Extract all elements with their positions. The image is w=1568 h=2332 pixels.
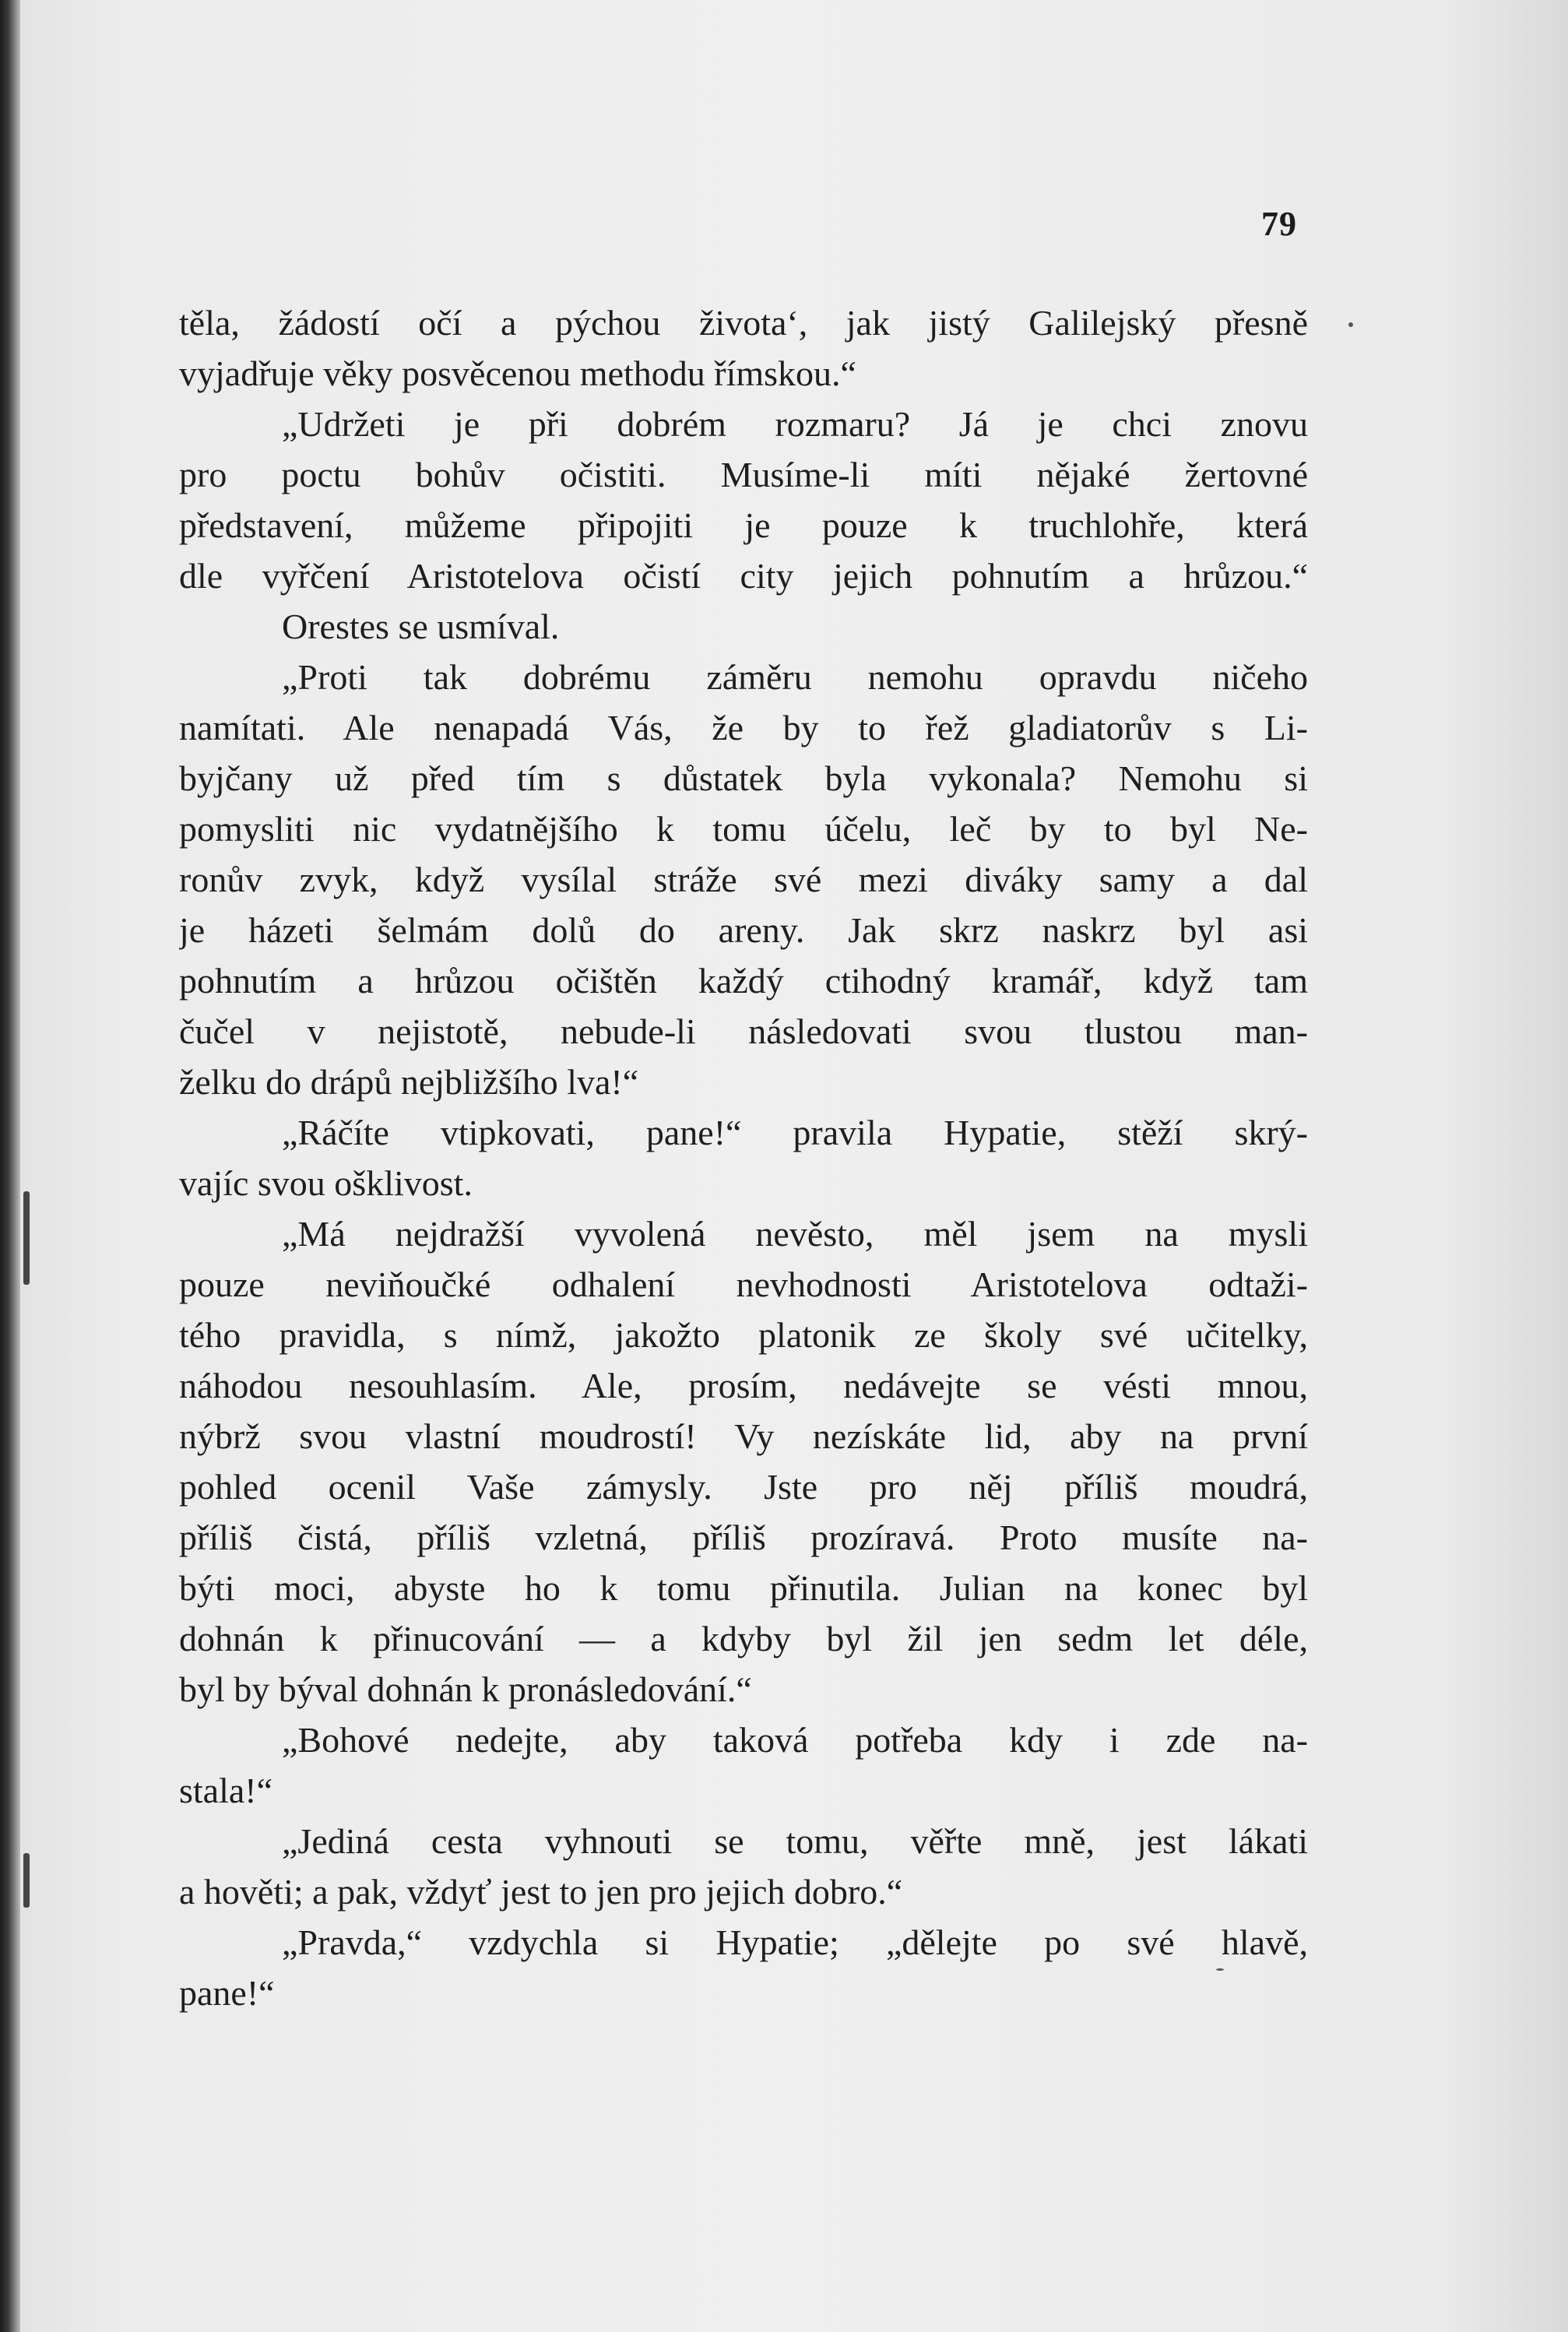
text-line: ronův zvyk, když vysílal stráže své mezi diváky samy a dal — [179, 860, 1308, 899]
text-line: pane!“ — [179, 1973, 275, 2013]
text-line: „Proti tak dobrému záměru nemohu opravdu ničeho — [282, 657, 1308, 697]
text-line: představení, můžeme připojiti je pouze k truchlohře, která — [179, 505, 1308, 545]
text-line: Orestes se usmíval. — [282, 607, 560, 646]
text-line: vajíc svou ošklivost. — [179, 1163, 473, 1203]
text-line: dle vyřčení Aristotelova očistí city jejich pohnutím a hrůzou.“ — [179, 556, 1308, 596]
text-line: stala!“ — [179, 1771, 273, 1810]
text-line: vyjadřuje věky posvěcenou methodu římskou.“ — [179, 353, 856, 393]
text-line: „Bohové nedejte, aby taková potřeba kdy i zde na- — [282, 1720, 1308, 1760]
text-line: namítati. Ale nenapadá Vás, že by to řež gladiatorův s Li- — [179, 708, 1308, 747]
text-line: a hověti; a pak, vždyť jest to jen pro jejich dobro.“ — [179, 1872, 903, 1912]
text-line: dohnán k přinucování — a kdyby byl žil jen sedm let déle, — [179, 1619, 1308, 1658]
text-line: „Jediná cesta vyhnouti se tomu, věřte mně, jest lákati — [282, 1821, 1308, 1861]
text-line: pouze neviňoučké odhalení nevhodnosti Aristotelova odtaži- — [179, 1264, 1308, 1304]
text-line: náhodou nesouhlasím. Ale, prosím, nedávejte se vésti mnou, — [179, 1366, 1308, 1405]
text-line: byl by býval dohnán k pronásledování.“ — [179, 1669, 752, 1709]
body-text — [179, 297, 1308, 2018]
text-line: čučel v nejistotě, nebude-li následovati svou tlustou man- — [179, 1011, 1308, 1051]
text-line: „Pravda,“ vzdychla si Hypatie; „dělejte po své hlavě, — [282, 1922, 1308, 1962]
binding-edge — [0, 0, 20, 2332]
text-line: želku do drápů nejbližšího lva!“ — [179, 1062, 639, 1102]
text-line: býti moci, abyste ho k tomu přinutila. Julian na konec byl — [179, 1568, 1308, 1608]
text-line: je házeti šelmám dolů do areny. Jak skrz naskrz byl asi — [179, 910, 1308, 950]
text-line: těla, žádostí očí a pýchou života‘, jak jistý Galilejský přesně — [179, 303, 1308, 343]
binding-mark — [23, 1884, 30, 1908]
text-line: byjčany už před tím s důstatek byla vykonala? Nemohu si — [179, 758, 1308, 798]
text-line: příliš čistá, příliš vzletná, příliš prozíravá. Proto musíte na- — [179, 1518, 1308, 1557]
text-line: tého pravidla, s nímž, jakožto platonik ze školy své učitelky, — [179, 1315, 1308, 1355]
text-line: pomysliti nic vydatnějšího k tomu účelu, leč by to byl Ne- — [179, 809, 1308, 849]
text-line: pro poctu bohův očistiti. Musíme-li míti nějaké žertovné — [179, 455, 1308, 494]
page-number: 79 — [1261, 205, 1297, 243]
text-line: nýbrž svou vlastní moudrostí! Vy nezískáte lid, aby na první — [179, 1416, 1308, 1456]
text-line: „Ráčíte vtipkovati, pane!“ pravila Hypatie, stěží skrý- — [282, 1113, 1308, 1152]
text-line: „Má nejdražší vyvolená nevěsto, měl jsem na mysli — [282, 1214, 1308, 1254]
text-line: pohnutím a hrůzou očištěn každý ctihodný kramář, když tam — [179, 961, 1308, 1001]
text-line: „Udržeti je při dobrém rozmaru? Já je chci znovu — [282, 404, 1308, 444]
page-speck — [1348, 322, 1353, 327]
binding-mark — [23, 1215, 30, 1285]
text-line: pohled ocenil Vaše zámysly. Jste pro něj příliš moudrá, — [179, 1467, 1308, 1507]
